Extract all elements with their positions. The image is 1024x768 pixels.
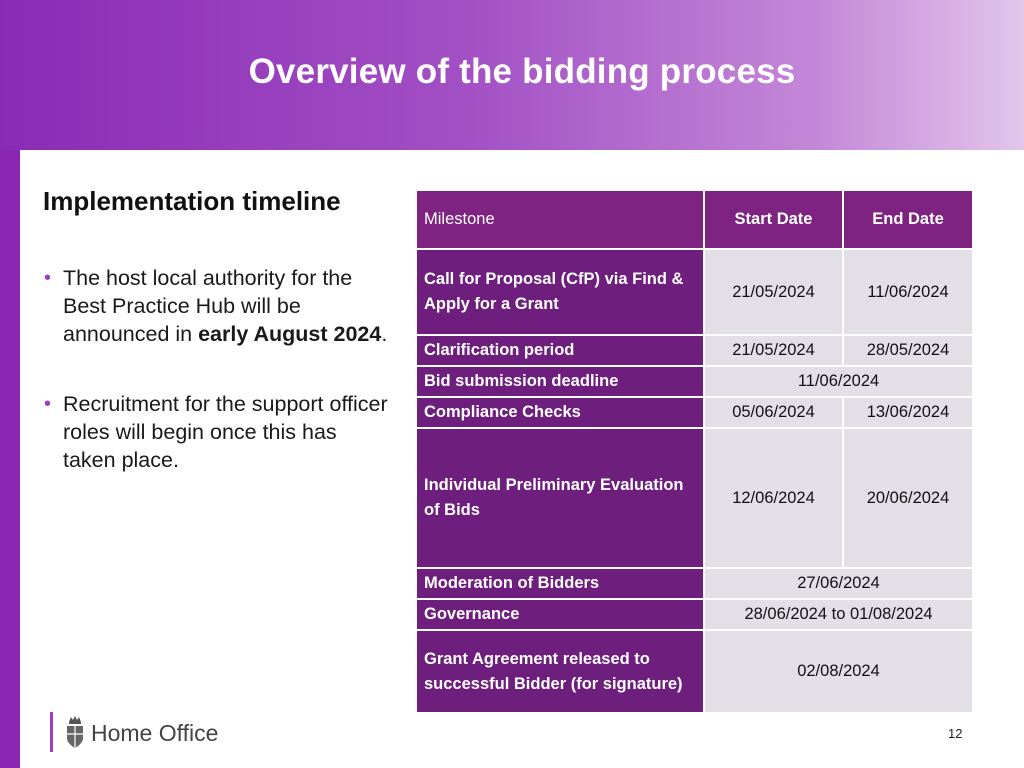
table-row xyxy=(416,366,973,397)
bullet-item xyxy=(44,264,394,348)
bullet-dot-icon: • xyxy=(44,393,52,415)
table-row xyxy=(416,568,973,599)
milestone-cell: Clarification period xyxy=(416,335,704,366)
date-cell: 27/06/2024 xyxy=(704,568,973,599)
date-cell: 28/06/2024 to 01/08/2024 xyxy=(704,599,973,630)
table-row xyxy=(416,397,973,428)
left-accent-strip xyxy=(0,150,20,768)
end-date-cell: 11/06/2024 xyxy=(843,249,973,335)
royal-crest-icon xyxy=(63,714,87,750)
page-number: 12 xyxy=(948,726,963,741)
bullet-text-part: The host local authority for the Best Practice Hub will be announced in xyxy=(63,266,353,346)
table-row xyxy=(416,335,973,366)
section-heading: Implementation timeline xyxy=(43,186,341,216)
end-date-cell: 13/06/2024 xyxy=(843,397,973,428)
start-date-cell: 21/05/2024 xyxy=(704,249,843,335)
end-date-cell: 20/06/2024 xyxy=(843,428,973,568)
bullet-text: Recruitment for the support officer roles will begin once this has taken place. xyxy=(63,392,388,472)
bullet-emphasis: early August 2024 xyxy=(198,322,382,346)
bullet-list xyxy=(44,264,394,516)
bullet-item xyxy=(44,390,394,474)
table-header-row xyxy=(416,190,973,249)
date-cell: 11/06/2024 xyxy=(704,366,973,397)
milestone-cell: Compliance Checks xyxy=(416,397,704,428)
milestone-cell: Individual Preliminary Evaluation of Bids xyxy=(416,428,704,568)
table-row xyxy=(416,599,973,630)
bullet-text-part: . xyxy=(381,322,388,346)
column-header-end-date: End Date xyxy=(843,190,973,249)
timeline-table xyxy=(415,189,974,714)
milestone-cell: Grant Agreement released to successful Bidder (for signature) xyxy=(416,630,704,713)
milestone-cell: Moderation of Bidders xyxy=(416,568,704,599)
start-date-cell: 05/06/2024 xyxy=(704,397,843,428)
start-date-cell: 12/06/2024 xyxy=(704,428,843,568)
column-header-milestone: Milestone xyxy=(416,190,704,249)
start-date-cell: 21/05/2024 xyxy=(704,335,843,366)
milestone-cell: Bid submission deadline xyxy=(416,366,704,397)
bullet-dot-icon: • xyxy=(44,267,52,289)
logo-text: Home Office xyxy=(91,720,219,746)
date-cell: 02/08/2024 xyxy=(704,630,973,713)
slide-title: Overview of the bidding process xyxy=(248,52,796,91)
table-row xyxy=(416,249,973,335)
end-date-cell: 28/05/2024 xyxy=(843,335,973,366)
table-row xyxy=(416,630,973,713)
logo-divider xyxy=(50,712,53,752)
milestone-cell: Call for Proposal (CfP) via Find & Apply for a Grant xyxy=(416,249,704,335)
table-row xyxy=(416,428,973,568)
column-header-start-date: Start Date xyxy=(704,190,843,249)
milestone-cell: Governance xyxy=(416,599,704,630)
